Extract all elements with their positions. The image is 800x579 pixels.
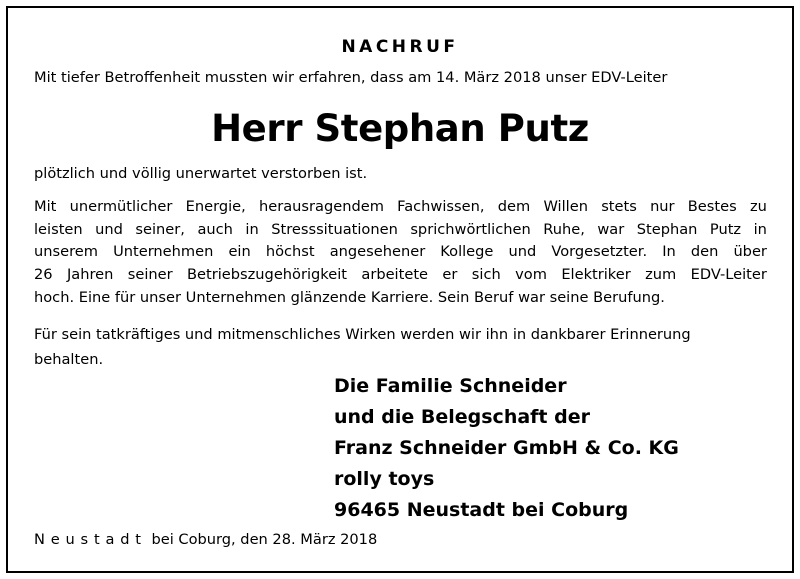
word: den [690, 243, 719, 261]
word: in [753, 220, 767, 238]
word: leisten [34, 220, 83, 238]
word: seiner, [135, 220, 185, 238]
after-name-line: plötzlich und völlig unerwartet verstorben ist. [34, 165, 368, 182]
word: Karriere. [370, 288, 438, 306]
word: angesehener [329, 243, 426, 261]
word: zum [645, 266, 677, 284]
obituary-notice [6, 6, 794, 573]
word: herausragendem [259, 198, 384, 215]
word: stets [601, 198, 637, 215]
word: seiner [127, 266, 173, 284]
word: dem [497, 198, 531, 215]
word: Bestes [687, 198, 737, 215]
tribute-paragraph [34, 196, 767, 310]
word: Willen [543, 198, 588, 215]
word: Sein [437, 288, 475, 306]
paragraph-line [34, 264, 767, 287]
word: In [662, 243, 676, 261]
deceased-name: Herr Stephan Putz [211, 107, 589, 150]
word: Elektriker [561, 266, 631, 284]
word: Stresssituationen [271, 220, 398, 238]
paragraph-line: behalten. [34, 351, 104, 368]
word: Unternehmen [113, 243, 214, 261]
word: Energie, [185, 198, 246, 215]
signature-line: Franz Schneider GmbH & Co. KG [334, 437, 679, 459]
word: war [518, 288, 550, 306]
word: seine [549, 288, 594, 306]
word: höchst [265, 243, 315, 261]
signature-line: Die Familie Schneider [334, 375, 567, 397]
paragraph-line [34, 219, 767, 242]
word: vom [515, 266, 547, 284]
signature-line: 96465 Neustadt bei Coburg [334, 499, 629, 521]
word: für [114, 288, 140, 306]
word: Fachwissen, [397, 198, 485, 215]
word: sich [471, 266, 501, 284]
word: Vorgesetzter. [551, 243, 648, 261]
word: unser [139, 288, 186, 306]
word: Beruf [474, 288, 519, 306]
date-text: bei Coburg, den 28. März 2018 [146, 531, 378, 548]
place-name: Neustadt [34, 531, 147, 548]
closing-paragraph [34, 322, 767, 372]
word: arbeitete [361, 266, 429, 284]
word: unserem [34, 243, 98, 261]
word: Eine [78, 288, 115, 306]
word: Putz [709, 220, 742, 238]
intro-line: Mit tiefer Betroffenheit mussten wir erfahren, dass am 14. März 2018 unser EDV-Leiter [34, 69, 668, 86]
notice-heading: NACHRUF [341, 37, 459, 57]
word: war [597, 220, 625, 238]
paragraph-line [34, 196, 767, 219]
word: EDV-Leiter [690, 266, 767, 284]
word: ein [228, 243, 251, 261]
word: zu [749, 198, 767, 215]
signature-block [334, 371, 679, 526]
word: unermütlicher [69, 198, 173, 215]
word: hoch. [34, 288, 79, 306]
word: und [508, 243, 537, 261]
signature-line: und die Belegschaft der [334, 406, 590, 428]
word: auch [197, 220, 233, 238]
place-date-line [34, 531, 377, 548]
word: glänzende [290, 288, 371, 306]
paragraph-line: Für sein tatkräftiges und mitmenschliches Wirken werden wir ihn in dankbarer Erinnerung [34, 326, 691, 343]
word: 26 [34, 266, 53, 284]
paragraph-line [34, 241, 767, 264]
word: Betriebszugehörigkeit [187, 266, 347, 284]
word: Unternehmen [185, 288, 291, 306]
word: Stephan [636, 220, 698, 238]
word: Jahren [66, 266, 114, 284]
word: er [442, 266, 458, 284]
word: Berufung. [593, 288, 665, 306]
signature-line: rolly toys [334, 468, 435, 490]
word: Ruhe, [543, 220, 585, 238]
word: in [245, 220, 259, 238]
paragraph-line [34, 287, 767, 310]
word: Kollege [440, 243, 494, 261]
word: nur [650, 198, 675, 215]
word: Mit [34, 198, 57, 215]
word: und [95, 220, 123, 238]
word: sprichwörtlichen [410, 220, 531, 238]
word: über [733, 243, 767, 261]
